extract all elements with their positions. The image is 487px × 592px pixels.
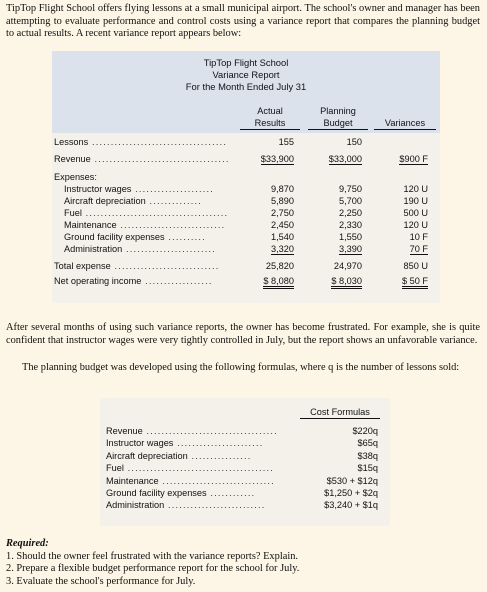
formula-row-label: Instructor wages .......................: [106, 438, 264, 449]
report-row: [52, 135, 440, 149]
paragraph-frustration: After several months of using such variance reports, the owner has become frustrated. For example, she is quite confident that instructor wages were very tightly controlled in July, but the report shows an unfavorable variance.: [6, 322, 480, 346]
report-row-label: Fuel ......................................: [64, 208, 229, 218]
formula-row: [100, 487, 390, 499]
report-row-label: Administration ........................: [64, 244, 217, 254]
report-row-label: Expenses:: [54, 172, 97, 182]
report-planning-value: $33,000: [328, 154, 362, 164]
report-variance-value: 850 U: [403, 261, 428, 271]
report-row-label: Revenue ....................................: [54, 154, 230, 164]
variance-report-panel: [52, 51, 440, 303]
report-row-label: Maintenance ............................: [64, 220, 226, 230]
report-variance-value: 10 F: [409, 232, 428, 242]
report-row-label: Ground facility expenses ..........: [64, 232, 206, 242]
paragraph-formulas-text: The planning budget was developed using the following formulas, where q is the number of lessons sold:: [22, 362, 460, 373]
report-actual-value: $ 8,080: [244, 274, 294, 288]
report-actual-value: 155: [278, 137, 294, 147]
formula-row-label: Revenue ...................................: [106, 426, 278, 436]
formula-row-label: Administration ..........................: [106, 500, 266, 511]
col-actual-line1: Actual: [257, 106, 283, 116]
report-row: [52, 259, 440, 273]
report-row-label: Total expense ............................: [54, 261, 220, 271]
required-item-1: 1. Should the owner feel frustrated with the variance reports? Explain.: [6, 550, 298, 562]
report-row-label: Net operating income ..................: [54, 276, 213, 286]
report-row-label: Lessons ....................................: [54, 137, 228, 147]
report-planning-value: 1,550: [339, 232, 362, 242]
report-actual-value: 1,540: [271, 232, 294, 242]
col-planning-line1: Planning: [320, 106, 356, 116]
report-row-label: Aircraft depreciation ..............: [64, 196, 203, 206]
report-actual-value: 2,450: [271, 220, 294, 230]
report-variance-value: 120 U: [403, 220, 428, 230]
formula-value: $15q: [357, 463, 378, 474]
report-row: [52, 242, 440, 256]
formula-value: $3,240 + $1q: [324, 500, 378, 511]
col-variances: Variances: [374, 117, 436, 130]
report-variance-value: 120 U: [403, 184, 428, 194]
formula-row: [100, 425, 390, 437]
report-actual-value: 9,870: [271, 184, 294, 194]
report-header: [52, 51, 440, 133]
report-planning-value: 2,250: [339, 208, 362, 218]
report-row-label: Instructor wages .....................: [64, 184, 214, 194]
report-variance-value: 70 F: [409, 244, 428, 254]
required-item-2: 2. Prepare a flexible budget performance report for the school for July.: [6, 563, 300, 575]
formula-row: [100, 475, 390, 487]
required-heading: Required:: [6, 538, 49, 549]
report-planning-value: 5,700: [339, 196, 362, 206]
paragraph-formulas-intro: [6, 362, 480, 375]
report-subtitle: Variance Report: [212, 69, 280, 80]
report-actual-value: 2,750: [271, 208, 294, 218]
report-row: [52, 152, 440, 166]
report-variance-value: $900 F: [399, 154, 428, 164]
formula-row-label: Maintenance ..............................: [106, 475, 275, 486]
formula-value: $1,250 + $2q: [324, 488, 378, 498]
report-planning-value: 150: [346, 137, 362, 147]
col-planning-line2: Budget: [308, 117, 368, 130]
col-actual-line2: Results: [240, 117, 300, 130]
formula-row: [100, 499, 390, 511]
formula-value: $220q: [352, 426, 378, 436]
report-planning-value: $ 8,030: [312, 274, 362, 288]
report-actual-value: 25,820: [265, 261, 294, 271]
report-actual-value: $33,900: [260, 154, 294, 164]
report-actual-value: 5,890: [271, 196, 294, 206]
cost-formulas-header: Cost Formulas: [300, 406, 380, 419]
report-actual-value: 3,320: [271, 244, 294, 254]
required-section: [6, 538, 480, 588]
formula-row: [100, 462, 390, 474]
report-period: For the Month Ended July 31: [185, 81, 307, 92]
formula-value: $530 + $12q: [326, 475, 378, 486]
intro-paragraph: TipTop Flight School offers flying lessons at a small municipal airport. The school's owner and manager has been attempting to evaluate performance and control costs using a variance report that compares the planning budget to actual results. A recent variance report appears below:: [6, 3, 480, 40]
report-title: TipTop Flight School: [203, 57, 289, 68]
formula-value: $38q: [357, 450, 378, 461]
formula-value: $65q: [357, 438, 378, 449]
required-item-3: 3. Evaluate the school's performance for July.: [6, 575, 196, 587]
report-variance-value: 500 U: [403, 208, 428, 218]
report-planning-value: 3,390: [339, 244, 362, 254]
cost-formulas-panel: [100, 398, 390, 526]
report-planning-value: 2,330: [339, 220, 362, 230]
report-variance-value: $ 50 F: [378, 274, 428, 288]
report-planning-value: 24,970: [333, 261, 362, 271]
formula-row: [100, 450, 390, 462]
report-rows: [52, 135, 440, 301]
formula-row: [100, 437, 390, 449]
report-planning-value: 9,750: [339, 184, 362, 194]
formula-row-label: Fuel .......................................: [106, 463, 274, 474]
report-variance-value: 190 U: [403, 196, 428, 206]
report-row: [52, 274, 440, 288]
formula-row-label: Ground facility expenses ............: [106, 488, 256, 498]
formula-row-label: Aircraft depreciation ................: [106, 450, 252, 461]
